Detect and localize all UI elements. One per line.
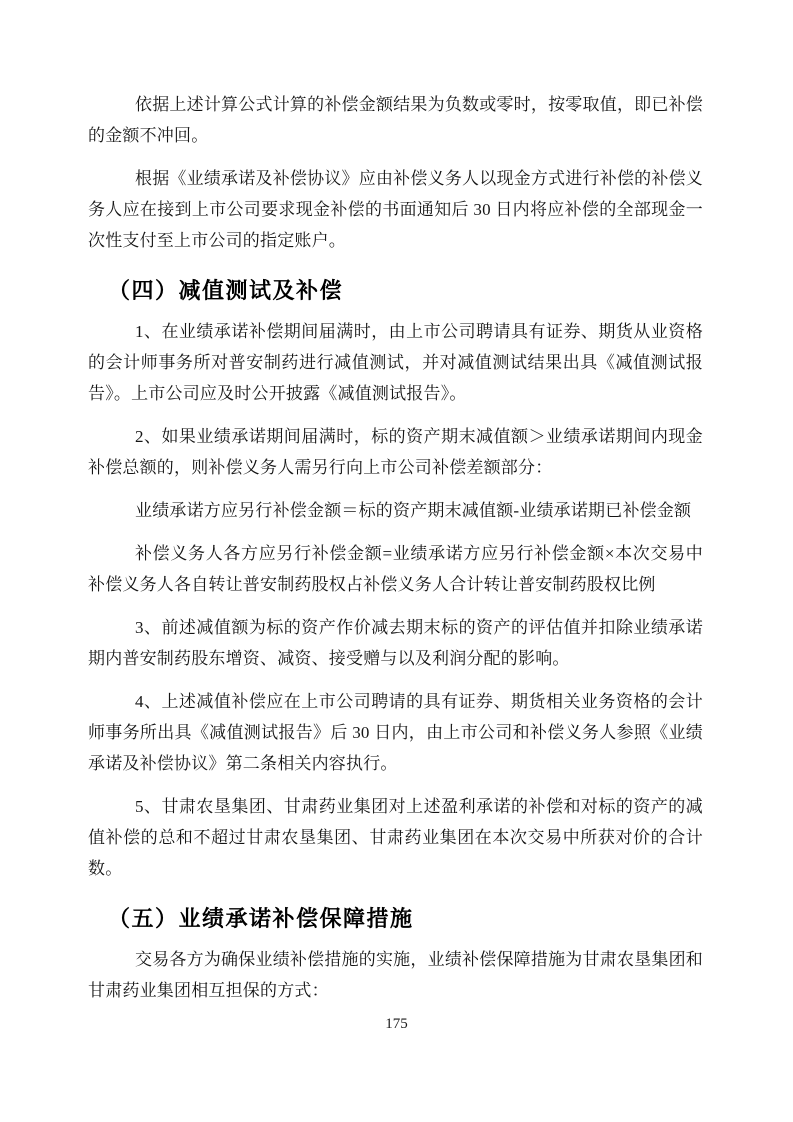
page-number: 175 bbox=[385, 1016, 408, 1032]
body-paragraph-item-4: 4、上述减值补偿应在上市公司聘请的具有证券、期货相关业务资格的会计师事务所出具《减值测试报告》后 30 日内，由上市公司和补偿义务人参照《业绩承诺及补偿协议》第二条相关内容执行。 bbox=[88, 692, 703, 773]
body-paragraph-guarantee-intro: 交易各方为确保业绩补偿措施的实施，业绩补偿保障措施为甘肃农垦集团和甘肃药业集团相互担保的方式： bbox=[88, 950, 703, 1000]
body-paragraph-item-2: 2、如果业绩承诺期间届满时，标的资产期末减值额＞业绩承诺期间内现金补偿总额的，则补偿义务人需另行向上市公司补偿差额部分： bbox=[88, 427, 703, 477]
body-paragraph-item-5: 5、甘肃农垦集团、甘肃药业集团对上述盈利承诺的补偿和对标的资产的减值补偿的总和不超过甘肃农垦集团、甘肃药业集团在本次交易中所获对价的合计数。 bbox=[88, 797, 703, 878]
body-paragraph-compensation-zero: 依据上述计算公式计算的补偿金额结果为负数或零时，按零取值，即已补偿的金额不冲回。 bbox=[88, 95, 703, 145]
formula-line-1: 业绩承诺方应另行补偿金额＝标的资产期末减值额-业绩承诺期已补偿金额 bbox=[135, 501, 692, 520]
section-heading-guarantee-measures: （五）业绩承诺补偿保障措施 bbox=[108, 906, 414, 931]
section-heading-impairment-test: （四）减值测试及补偿 bbox=[108, 278, 344, 303]
body-paragraph-item-1: 1、在业绩承诺补偿期间届满时，由上市公司聘请具有证券、期货从业资格的会计师事务所对普安制药进行减值测试，并对减值测试结果出具《减值测试报告》。上市公司应及时公开披露《减值测试报告》。 bbox=[88, 322, 703, 403]
body-paragraph-cash-payment: 根据《业绩承诺及补偿协议》应由补偿义务人以现金方式进行补偿的补偿义务人应在接到上市公司要求现金补偿的书面通知后 30 日内将应补偿的全部现金一次性支付至上市公司的指定账户。 bbox=[88, 169, 703, 250]
formula-line-2: 补偿义务人各方应另行补偿金额=业绩承诺方应另行补偿金额×本次交易中补偿义务人各自转让普安制药股权占补偿义务人合计转让普安制药股权比例 bbox=[88, 544, 703, 594]
body-paragraph-item-3: 3、前述减值额为标的资产作价减去期末标的资产的评估值并扣除业绩承诺期内普安制药股东增资、减资、接受赠与以及利润分配的影响。 bbox=[88, 618, 703, 668]
